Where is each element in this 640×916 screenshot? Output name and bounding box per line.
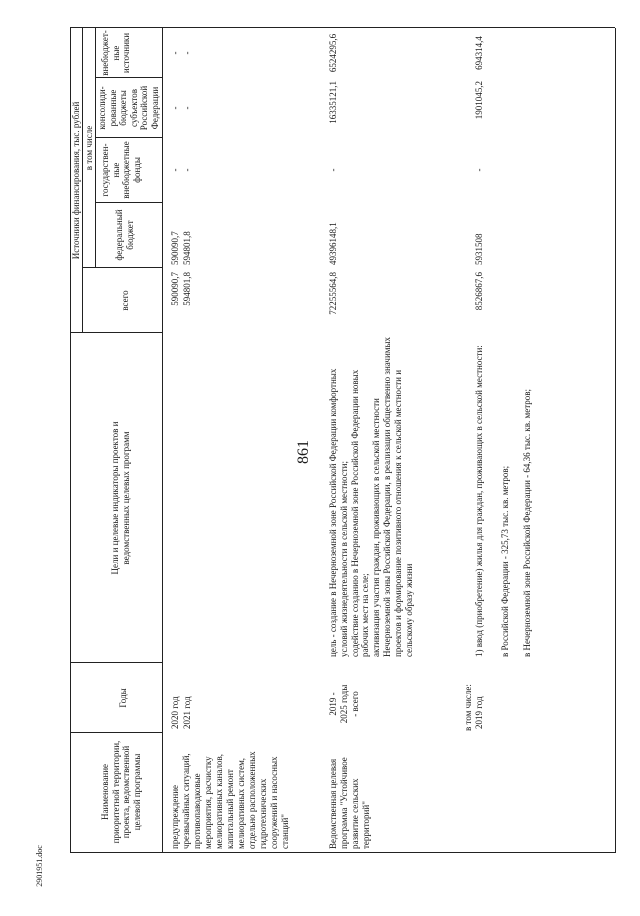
including-label: в том числе: [463, 684, 473, 731]
table-border-bottom [615, 28, 616, 853]
row3-state-funds: - [474, 168, 484, 172]
footer-file-name: 2901951.doc [35, 845, 44, 887]
header-name: Наименование приоритетной территории, проекта, ведомственной целевой программы [100, 740, 142, 844]
row2-goals: цель - создание в Нечерноземной зоне Российской Федерации комфортных условий жизнедеятельности в сельской местности; содействие созданию в Нечерноземной зоне Российской Федерации новых рабочих мест на селе; активизация участия граждан, проживающих в сельской местности Нечерноземной зоны Российской Федерации, в реализации общественно значимых проектов и формирование позитивного отношения к сельской местности и сельскому образу жизни [328, 337, 414, 657]
header-years: Годы [118, 688, 128, 708]
row3-federal: 5931508 [474, 233, 484, 265]
row1-federal-2020: 590090,7 [170, 231, 180, 265]
row1-year-2020: 2020 год [170, 696, 180, 729]
table-border-left [70, 852, 615, 853]
table-border-right [70, 27, 615, 28]
financing-table [70, 28, 615, 853]
row1-year-2021: 2021 год [182, 696, 192, 729]
row3-goal-3: в Нечерноземной зоне Российской Федерации - 64,36 тыс. кв. метров; [522, 389, 532, 657]
row1-federal-2021: 594801,8 [182, 231, 192, 265]
table-col-divider [70, 732, 162, 733]
row3-goal-2: в Российской Федерации - 325,73 тыс. кв. метров; [500, 465, 510, 657]
header-state-funds: государствен-ные внебюджетные фонды [100, 141, 142, 199]
row1-state-funds-2020: - [170, 168, 180, 172]
row2-regional: 16335121,1 [328, 81, 338, 124]
row2-total: 72255564,8 [328, 272, 338, 315]
table-col-divider [95, 137, 162, 138]
header-regional: консолиди-рованные бюджеты субъектов Российской Федерации [97, 85, 160, 131]
table-header-bottom [162, 28, 163, 853]
row3-goal-1: 1) ввод (приобретение) жилья для граждан, проживающих в сельской местности: [474, 345, 484, 657]
row2-extra: 6524295,6 [328, 33, 338, 73]
header-federal: федеральный бюджет [114, 209, 135, 261]
row1-total-2021: 594801,8 [182, 272, 192, 306]
row2-federal: 49396148,1 [328, 222, 338, 265]
table-col-divider [70, 332, 162, 333]
page-number: 861 [295, 440, 312, 464]
row1-regional-2020: - [170, 106, 180, 110]
table-rule-sources [82, 28, 83, 333]
row2-name: Ведомственная целевая программа "Устойчивое развитие сельских территорий" [328, 757, 371, 849]
header-total: всего [120, 290, 130, 311]
table-rule-including [95, 28, 96, 268]
header-including: в том числе [84, 125, 94, 171]
header-sources: Источники финансирования, тыс. рублей [71, 101, 81, 260]
row2-state-funds: - [328, 168, 338, 172]
row2-years: 2019 - 2025 годы - всего [328, 684, 360, 724]
row1-regional-2021: - [182, 106, 192, 110]
row1-name: предупреждение чрезвычайных ситуаций, противопаводковые мероприятия, расчистку мелиоративных каналов, капитальный ремонт мелиоративных систем, отдельно расположенных гидротехнических сооружений и насосных станций" [170, 751, 290, 849]
row3-total: 8526867,6 [474, 272, 484, 311]
row1-extra-2020: - [170, 51, 180, 55]
row3-year: 2019 год [474, 696, 484, 729]
row3-extra: 694314,4 [474, 36, 484, 70]
header-goals: Цели и целевые индикаторы проектов и ведомственных целевых программ [110, 421, 131, 575]
rotated-table-sheet [70, 28, 615, 853]
row1-extra-2021: - [182, 51, 192, 55]
table-col-divider [95, 202, 162, 203]
row1-state-funds-2021: - [182, 168, 192, 172]
row3-regional: 1901045,2 [474, 81, 484, 120]
row1-total-2020: 590090,7 [170, 272, 180, 306]
header-extra: внебюджет-ные источники [100, 30, 131, 76]
table-col-divider [70, 662, 162, 663]
table-col-divider [95, 77, 162, 78]
